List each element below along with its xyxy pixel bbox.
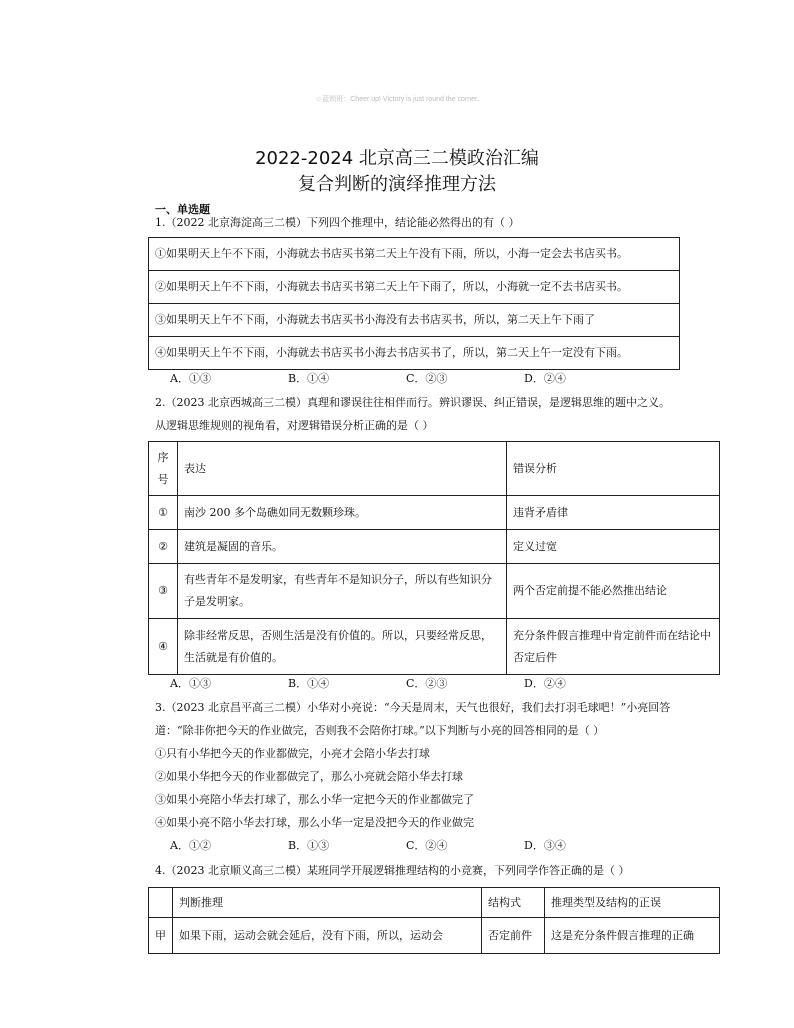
option-c: C．②④ bbox=[406, 839, 448, 852]
question-1-stem: 1.（2022 北京海淀高三二模）下列四个推理中，结论能必然得出的有（ ） bbox=[155, 216, 520, 229]
question-2-options bbox=[170, 676, 642, 692]
question-2-table bbox=[148, 441, 720, 675]
q3-item-2: ②如果小华把今天的作业都做完了，那么小亮就会陪小华去打球 bbox=[155, 770, 463, 783]
option-b: B．①④ bbox=[288, 677, 330, 690]
document-title: 2022-2024 北京高三二模政治汇编 bbox=[255, 148, 539, 169]
question-3-options bbox=[170, 838, 642, 854]
q2-row-analysis: 充分条件假言推理中肯定前件而在结论中否定后件 bbox=[507, 619, 720, 675]
q4-header-judgement: 判断推理 bbox=[173, 888, 482, 918]
q4-row-judgement: 如果下雨，运动会就会延后，没有下雨，所以，运动会 bbox=[173, 918, 482, 954]
q2-row-expr: 建筑是凝固的音乐。 bbox=[178, 530, 507, 564]
q4-row-id: 甲 bbox=[149, 918, 173, 954]
q2-header-analysis: 错误分析 bbox=[507, 442, 720, 496]
q3-item-3: ③如果小亮陪小华去打球了，那么小华一定把今天的作业都做完了 bbox=[155, 793, 474, 806]
section-heading: 一、单选题 bbox=[155, 203, 210, 216]
option-d: D．②④ bbox=[524, 372, 566, 385]
q3-item-1: ①只有小华把今天的作业都做完，小亮才会陪小华去打球 bbox=[155, 747, 430, 760]
question-1-options bbox=[170, 371, 642, 387]
q1-row-1: ①如果明天上午不下雨，小海就去书店买书第二天上午没有下雨，所以，小海一定会去书店买书。 bbox=[149, 238, 680, 271]
q2-row-analysis: 违背矛盾律 bbox=[507, 496, 720, 530]
option-b: B．①④ bbox=[288, 372, 330, 385]
q2-row-expr: 有些青年不是发明家，有些青年不是知识分子，所以有些知识分子是发明家。 bbox=[178, 564, 507, 619]
option-d: D．②④ bbox=[524, 677, 566, 690]
question-4-table bbox=[148, 887, 720, 954]
option-b: B．①③ bbox=[288, 839, 330, 852]
q2-row-no: ② bbox=[149, 530, 178, 564]
q4-row-structure: 否定前件 bbox=[482, 918, 545, 954]
q4-header-id bbox=[149, 888, 173, 918]
option-a: A．①③ bbox=[170, 677, 211, 690]
option-d: D．③④ bbox=[524, 839, 566, 852]
watermark: ☺蓝锁班：Cheer up! Victory is just round the corner. bbox=[315, 96, 479, 103]
question-3-stem-line2: 道：“除非你把今天的作业做完，否则我不会陪你打球。”以下判断与小亮的回答相同的是（ ） bbox=[155, 724, 605, 737]
q1-row-4: ④如果明天上午不下雨，小海就去书店买书小海去书店买书了，所以，第二天上午一定没有下雨。 bbox=[149, 337, 680, 370]
q1-row-3: ③如果明天上午不下雨，小海就去书店买书小海没有去书店买书，所以，第二天上午下雨了 bbox=[149, 304, 680, 337]
q2-row-no: ① bbox=[149, 496, 178, 530]
question-4-stem: 4.（2023 北京顺义高三二模）某班同学开展逻辑推理结构的小竞赛，下列同学作答正确的是（ ） bbox=[155, 864, 630, 877]
q1-row-2: ②如果明天上午不下雨，小海就去书店买书第二天上午下雨了，所以，小海就一定不去书店买书。 bbox=[149, 271, 680, 304]
q2-row-expr: 南沙 200 多个岛礁如同无数颗珍珠。 bbox=[178, 496, 507, 530]
option-c: C．②③ bbox=[406, 677, 448, 690]
q2-row-analysis: 两个否定前提不能必然推出结论 bbox=[507, 564, 720, 619]
question-2-stem-line2: 从逻辑思维规则的视角看，对逻辑错误分析正确的是（ ） bbox=[155, 419, 434, 432]
question-3-stem-line1: 3.（2023 北京昌平高三二模）小华对小亮说：“今天是周末，天气也很好，我们去打羽毛球吧！”小亮回答 bbox=[155, 701, 671, 714]
question-1-table bbox=[148, 237, 680, 370]
q2-row-no: ④ bbox=[149, 619, 178, 675]
q3-item-4: ④如果小亮不陪小华去打球，那么小华一定是没把今天的作业做完 bbox=[155, 816, 474, 829]
option-a: A．①② bbox=[170, 839, 211, 852]
document-subtitle: 复合判断的演绎推理方法 bbox=[298, 174, 496, 195]
q4-row-type: 这是充分条件假言推理的正确 bbox=[545, 918, 720, 954]
q2-row-no: ③ bbox=[149, 564, 178, 619]
q4-header-type: 推理类型及结构的正误 bbox=[545, 888, 720, 918]
option-c: C．②③ bbox=[406, 372, 448, 385]
question-2-stem-line1: 2.（2023 北京西城高三二模）真理和谬误往往相伴而行。辨识谬误、纠正错误，是逻辑思维的题中之义。 bbox=[155, 396, 670, 409]
option-a: A．①③ bbox=[170, 372, 211, 385]
q2-header-expr: 表达 bbox=[178, 442, 507, 496]
q2-row-expr: 除非经常反思，否则生活是没有价值的。所以，只要经常反思，生活就是有价值的。 bbox=[178, 619, 507, 675]
q4-header-structure: 结构式 bbox=[482, 888, 545, 918]
q2-header-no: 序号 bbox=[149, 442, 178, 496]
q2-row-analysis: 定义过宽 bbox=[507, 530, 720, 564]
